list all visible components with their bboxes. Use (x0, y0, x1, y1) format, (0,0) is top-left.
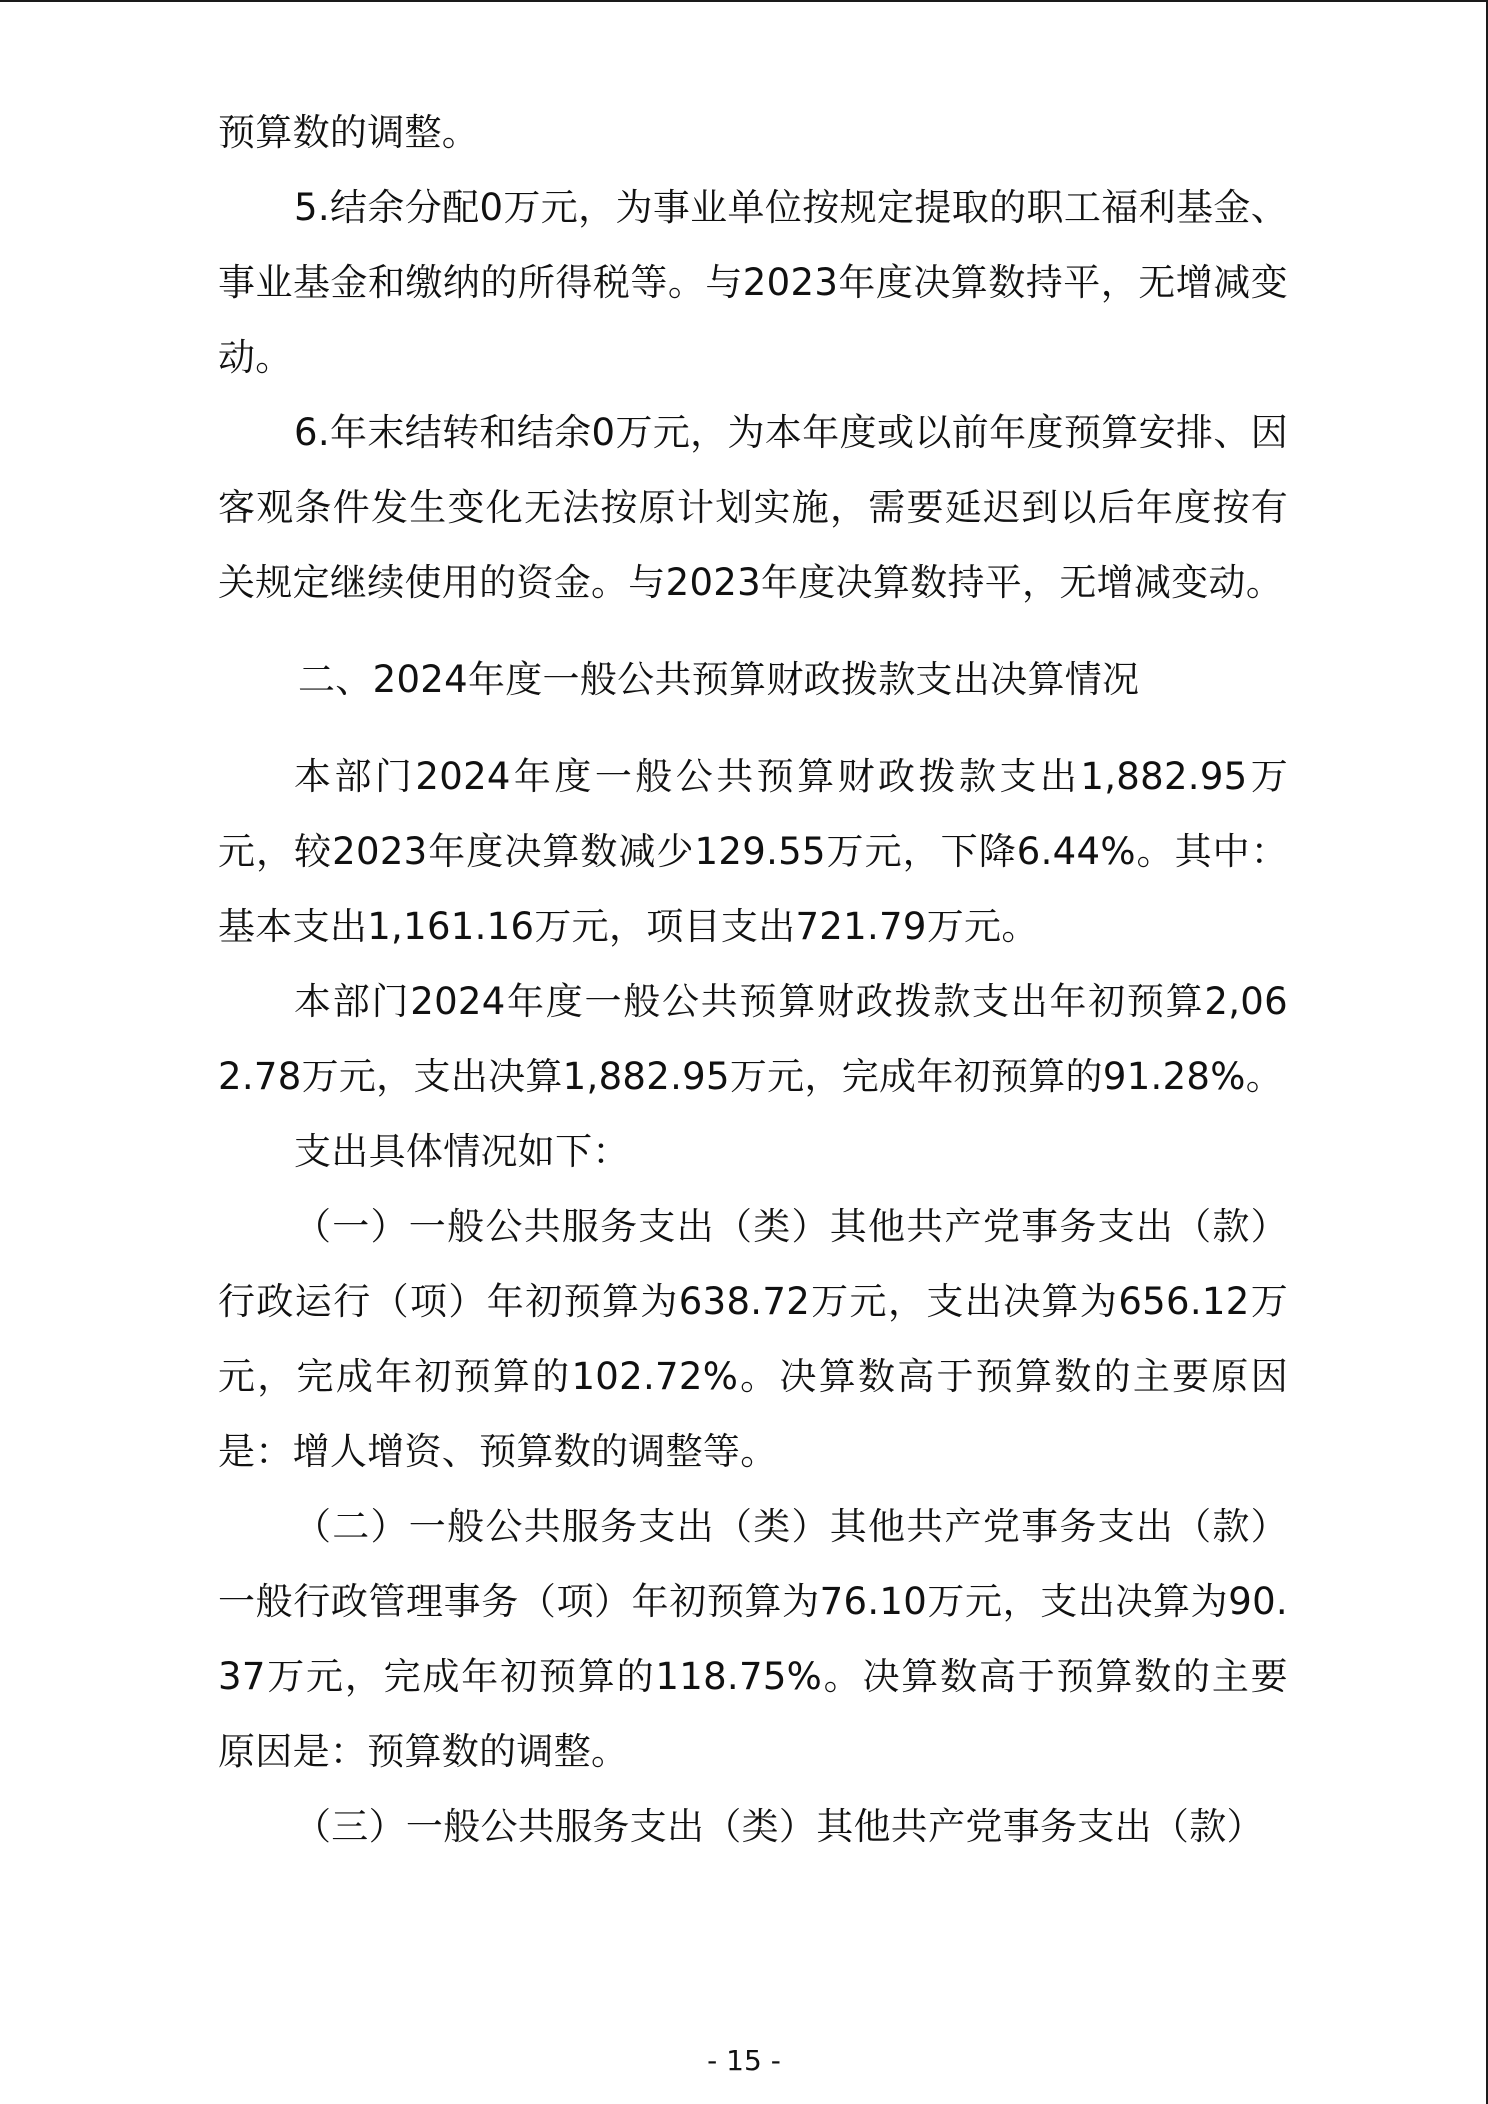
paragraph-year-end-carryover: 6.年末结转和结余0万元，为本年度或以前年度预算安排、因客观条件发生变化无法按原计划实施，需要延迟到以后年度按有关规定继续使用的资金。与2023年度决算数持平，无增减变动。 (218, 411, 1288, 604)
document-body (218, 95, 1288, 1864)
page-top-border (0, 0, 1488, 2)
paragraph-surplus-distribution: 5.结余分配0万元，为事业单位按规定提取的职工福利基金、事业基金和缴纳的所得税等。与2023年度决算数持平，无增减变动。 (218, 186, 1288, 379)
paragraph-continuation: 预算数的调整。 (218, 111, 480, 154)
paragraph-expenditure-total: 本部门2024年度一般公共预算财政拨款支出1,882.95万元，较2023年度决算数减少129.55万元，下降6.44%。其中：基本支出1,161.16万元，项目支出721.79万元。 (218, 755, 1288, 948)
paragraph-item-two: （二）一般公共服务支出（类）其他共产党事务支出（款）一般行政管理事务（项）年初预算为76.10万元，支出决算为90.37万元，完成年初预算的118.75%。决算数高于预算数的主要原因是：预算数的调整。 (218, 1505, 1288, 1773)
paragraph-item-three: （三）一般公共服务支出（类）其他共产党事务支出（款） (294, 1805, 1264, 1848)
paragraph-budget-completion: 本部门2024年度一般公共预算财政拨款支出年初预算2,062.78万元，支出决算1,882.95万元，完成年初预算的91.28%。 (218, 980, 1288, 1098)
paragraph-item-one: （一）一般公共服务支出（类）其他共产党事务支出（款）行政运行（项）年初预算为638.72万元，支出决算为656.12万元，完成年初预算的102.72%。决算数高于预算数的主要原因是：增人增资、预算数的调整等。 (218, 1205, 1288, 1473)
paragraph-details-intro: 支出具体情况如下： (294, 1130, 630, 1173)
section-heading: 二、2024年度一般公共预算财政拨款支出决算情况 (298, 658, 1140, 701)
page-number: - 15 - (707, 2044, 781, 2077)
